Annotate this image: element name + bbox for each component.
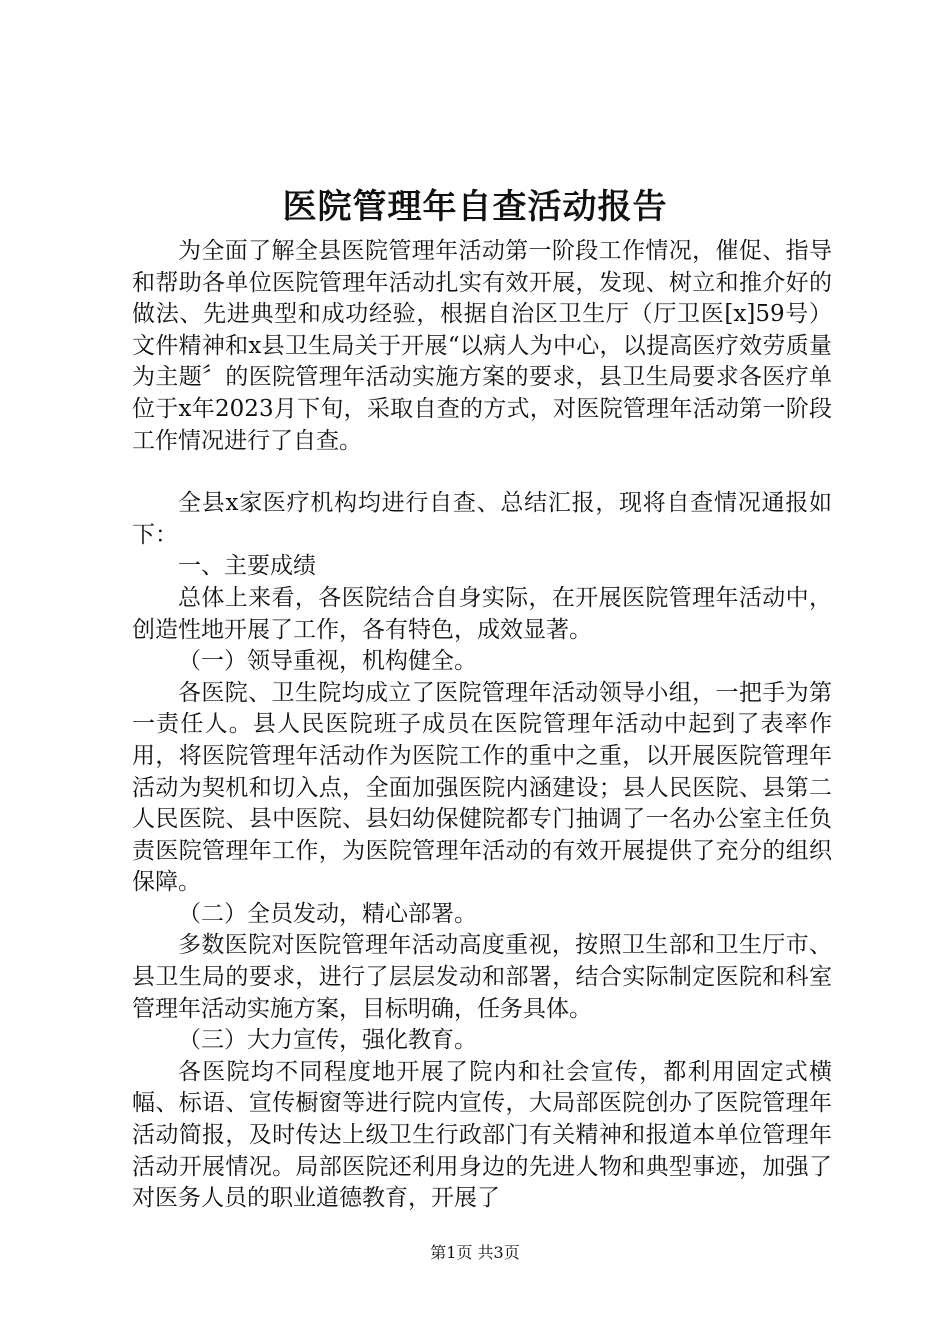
paragraph-overview: 全县x家医疗机构均进行自查、总结汇报，现将自查情况通报如下：: [132, 490, 832, 548]
document-body: [132, 236, 832, 1215]
section-heading-main-achievements: 一、主要成绩: [178, 553, 316, 580]
subheading-mobilization: （二）全员发动，精心部署。: [178, 900, 477, 927]
paragraph-leadership: 各医院、卫生院均成立了医院管理年活动领导小组，一把手为第一责任人。县人民医院班子成员在医院管理年活动中起到了表率作用，将医院管理年活动作为医院工作的重中之重，以开展医院管理年活动为契机和切入点，全面加强医院内涵建设；县人民医院、县第二人民医院、县中医院、县妇幼保健院都专门抽调了一名办公室主任负责医院管理年工作，为医院管理年活动的有效开展提供了充分的组织保障。: [132, 679, 832, 896]
subheading-leadership: （一）领导重视，机构健全。: [178, 648, 477, 675]
document-title: 医院管理年自查活动报告: [282, 187, 668, 227]
subheading-publicity: （三）大力宣传，强化教育。: [178, 1027, 477, 1054]
paragraph-intro: 为全面了解全县医院管理年活动第一阶段工作情况，催促、指导和帮助各单位医院管理年活动扎实有效开展，发现、树立和推介好的做法、先进典型和成功经验，根据自治区卫生厅（厅卫医[x]59号）文件精神和x县卫生局关于开展“以病人为中心，以提高医疗效劳质量为主题〞的医院管理年活动实施方案的要求，县卫生局要求各医疗单位于x年2023月下旬，采取自查的方式，对医院管理年活动第一阶段工作情况进行了自查。: [132, 238, 832, 454]
page-footer: 第1页 共3页: [430, 1243, 520, 1262]
paragraph-summary: 总体上来看，各医院结合自身实际，在开展医院管理年活动中，创造性地开展了工作，各有特色，成效显著。: [132, 584, 832, 643]
paragraph-mobilization: 多数医院对医院管理年活动高度重视，按照卫生部和卫生厅市、县卫生局的要求，进行了层层发动和部署，结合实际制定医院和科室管理年活动实施方案，目标明确，任务具体。: [132, 932, 832, 1022]
paragraph-publicity: 各医院均不同程度地开展了院内和社会宣传，都利用固定式横幅、标语、宣传橱窗等进行院内宣传，大局部医院创办了医院管理年活动简报，及时传达上级卫生行政部门有关精神和报道本单位管理年活动开展情况。局部医院还利用身边的先进人物和典型事迹，加强了对医务人员的职业道德教育，开展了: [132, 1058, 832, 1212]
